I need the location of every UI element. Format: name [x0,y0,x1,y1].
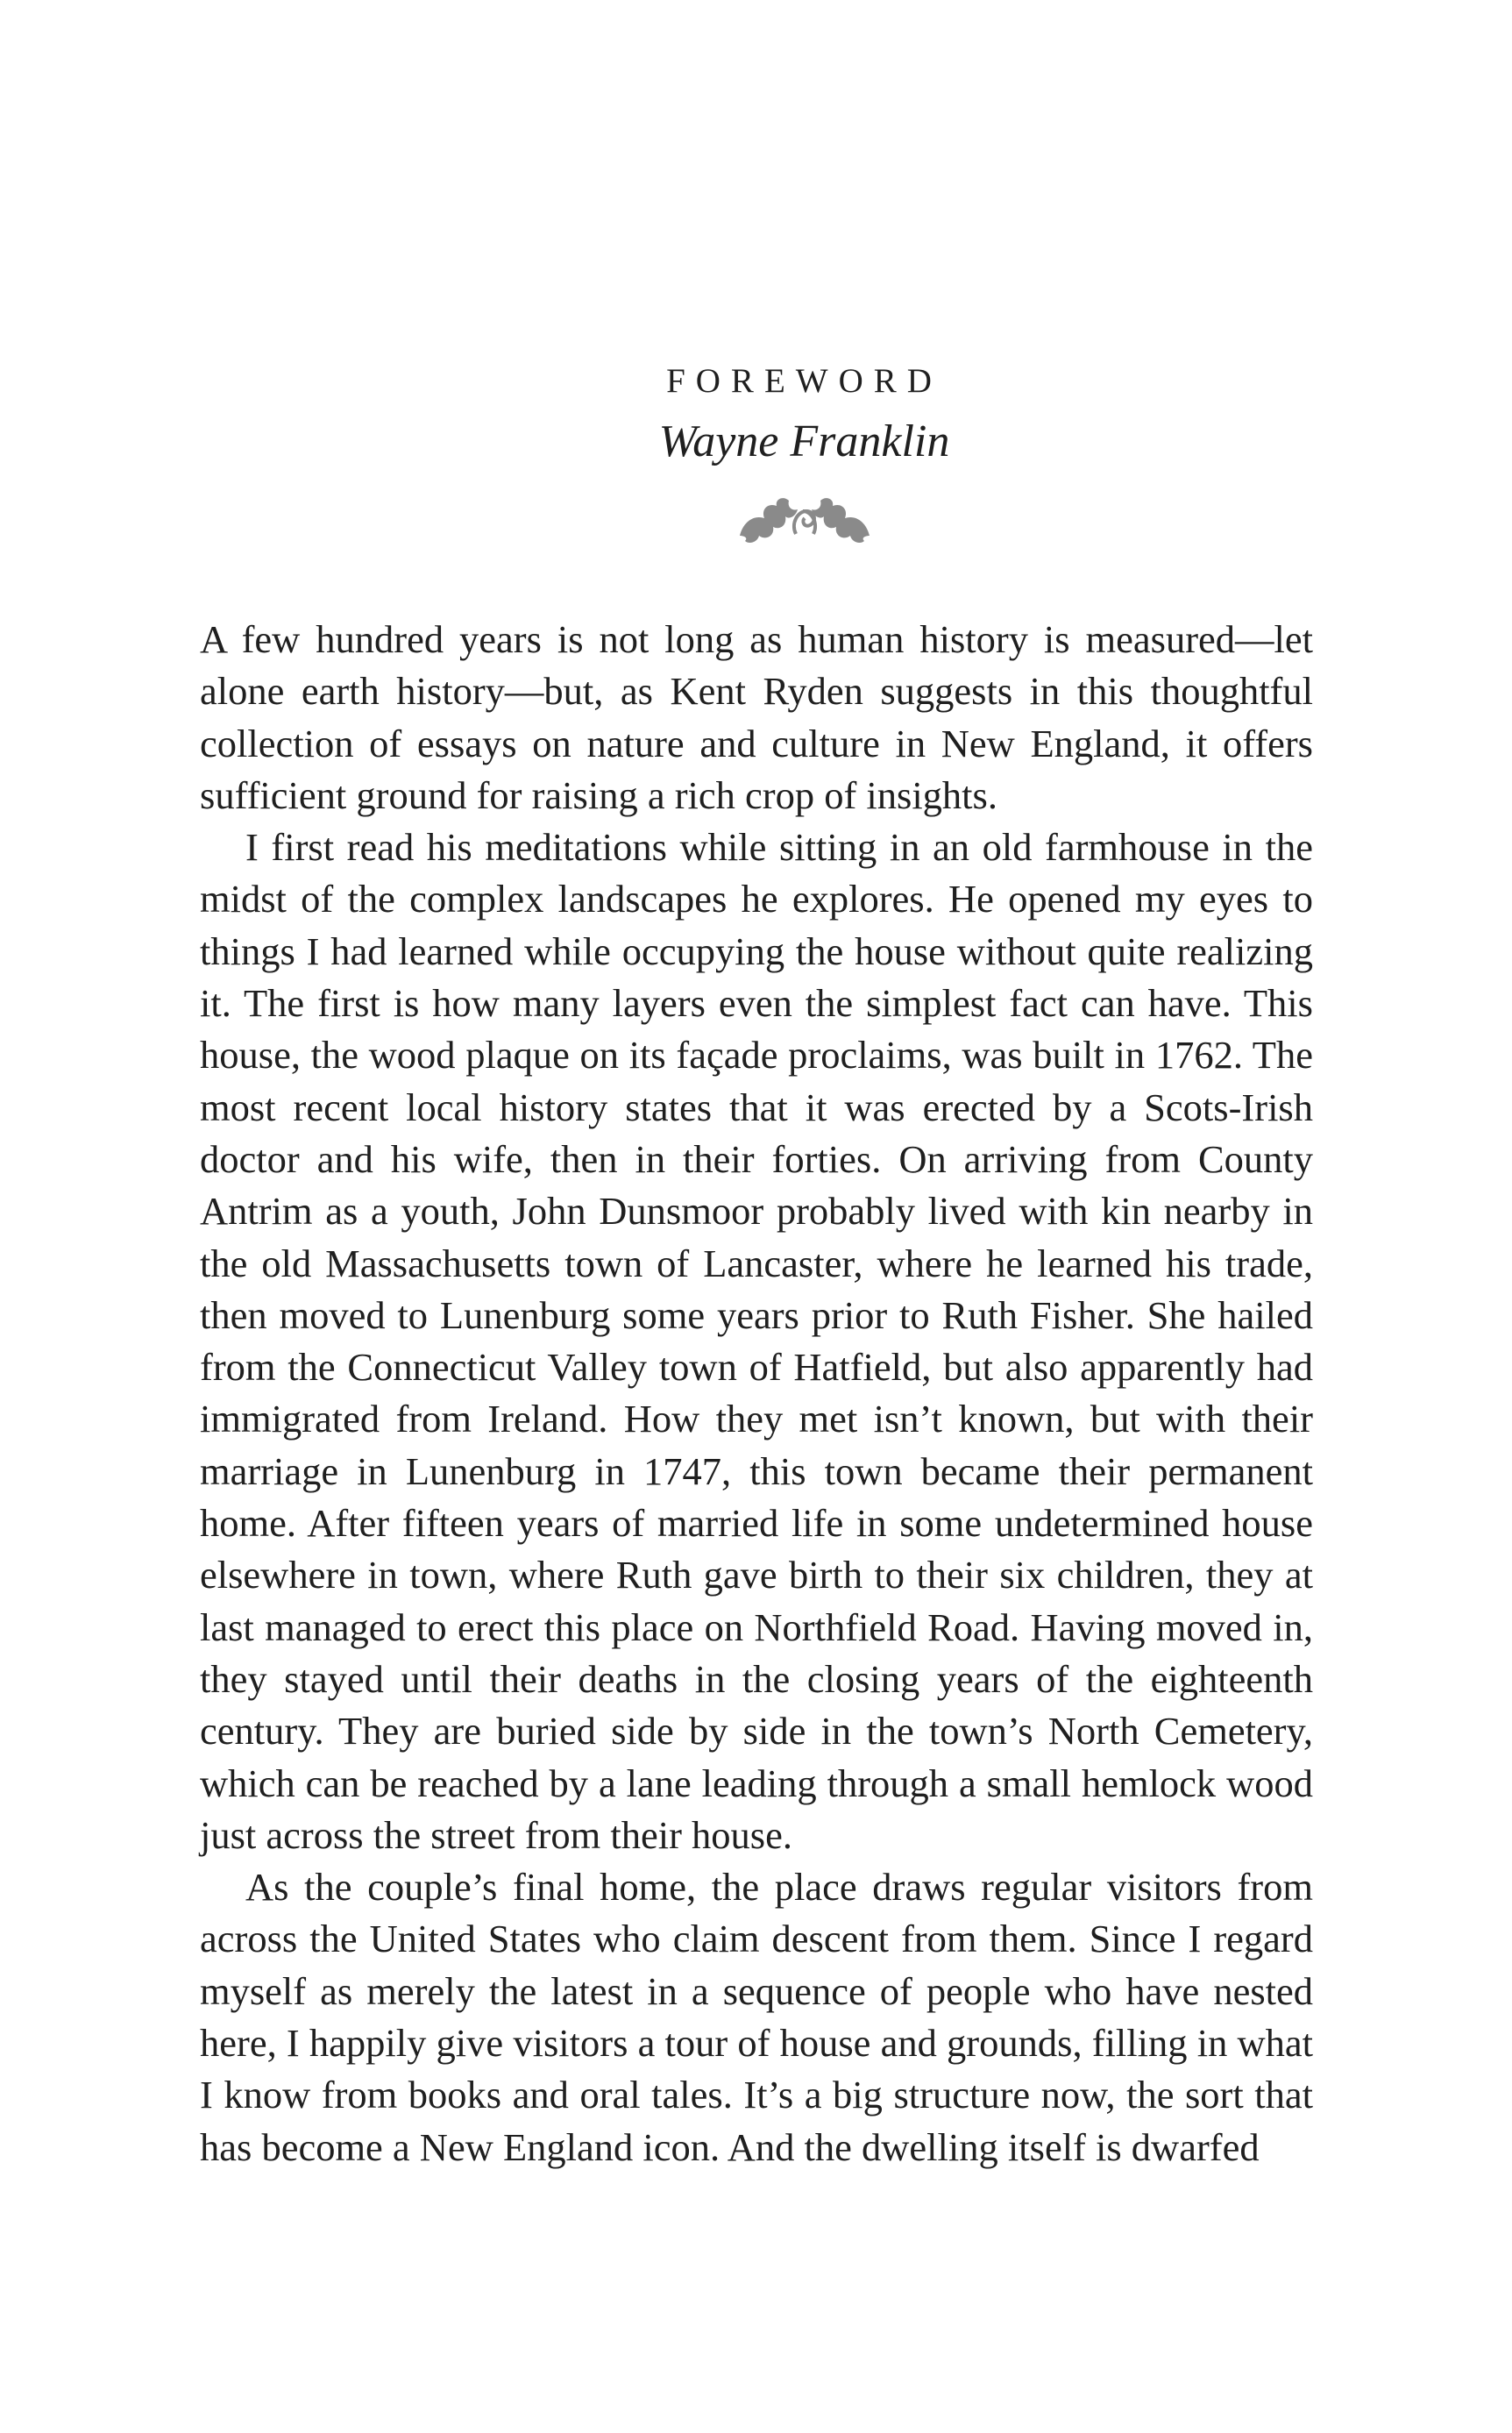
ornament-center-scroll [793,511,814,534]
floral-ornament-icon [735,490,875,551]
paragraph-1: A few hundred years is not long as human history is measured—let alone earth history—but, as Kent Ryden suggests in this thoughtful collection of essays on nature and culture in New England, it offers sufficient ground for raising a rich crop of insights. [200,617,1313,817]
author-name: Wayne Franklin [658,416,950,466]
section-label: FOREWORD [666,362,942,400]
paragraph-3: As the couple’s final home, the place draws regular visitors from across the United States who claim descent from them. Since I regard myself as merely the latest in a sequence of people who have nested here, I happily give visitors a tour of house and grounds, filling in what I know from books and oral tales. It’s a big structure now, the sort that has become a New England icon. And the dwelling itself is dwarfed [200,1865,1313,2169]
ornament-right-leaf [812,498,870,543]
foreword-body [200,614,1313,2173]
chapter-heading [0,355,1512,551]
ornament-left-leaf [740,498,798,543]
paragraph-2: I first read his meditations while sitting in an old farmhouse in the midst of the complex landscapes he explores. He opened my eyes to things I had learned while occupying the house without quite realizing it. The first is how many layers even the simplest fact can have. This house, the wood plaque on its façade proclaims, was built in 1762. The most recent local history states that it was erected by a Scots-Irish doctor and his wife, then in their forties. On arriving from County Antrim as a youth, John Dunsmoor probably lived with kin nearby in the old Massachusetts town of Lancaster, where he learned his trade, then moved to Lunenburg some years prior to Ruth Fisher. She hailed from the Connecticut Valley town of Hatfield, but also apparently had immigrated from Ireland. How they met isn’t known, but with their marriage in Lunenburg in 1747, this town became their permanent home. After fifteen years of married life in some undetermined house elsewhere in town, where Ruth gave birth to their six children, they at last managed to erect this place on Northfield Road. Having moved in, they stayed until their deaths in the closing years of the eighteenth century. They are buried side by side in the town’s North Cemetery, which can be reached by a lane leading through a small hemlock wood just across the street from their house. [200,825,1313,1857]
